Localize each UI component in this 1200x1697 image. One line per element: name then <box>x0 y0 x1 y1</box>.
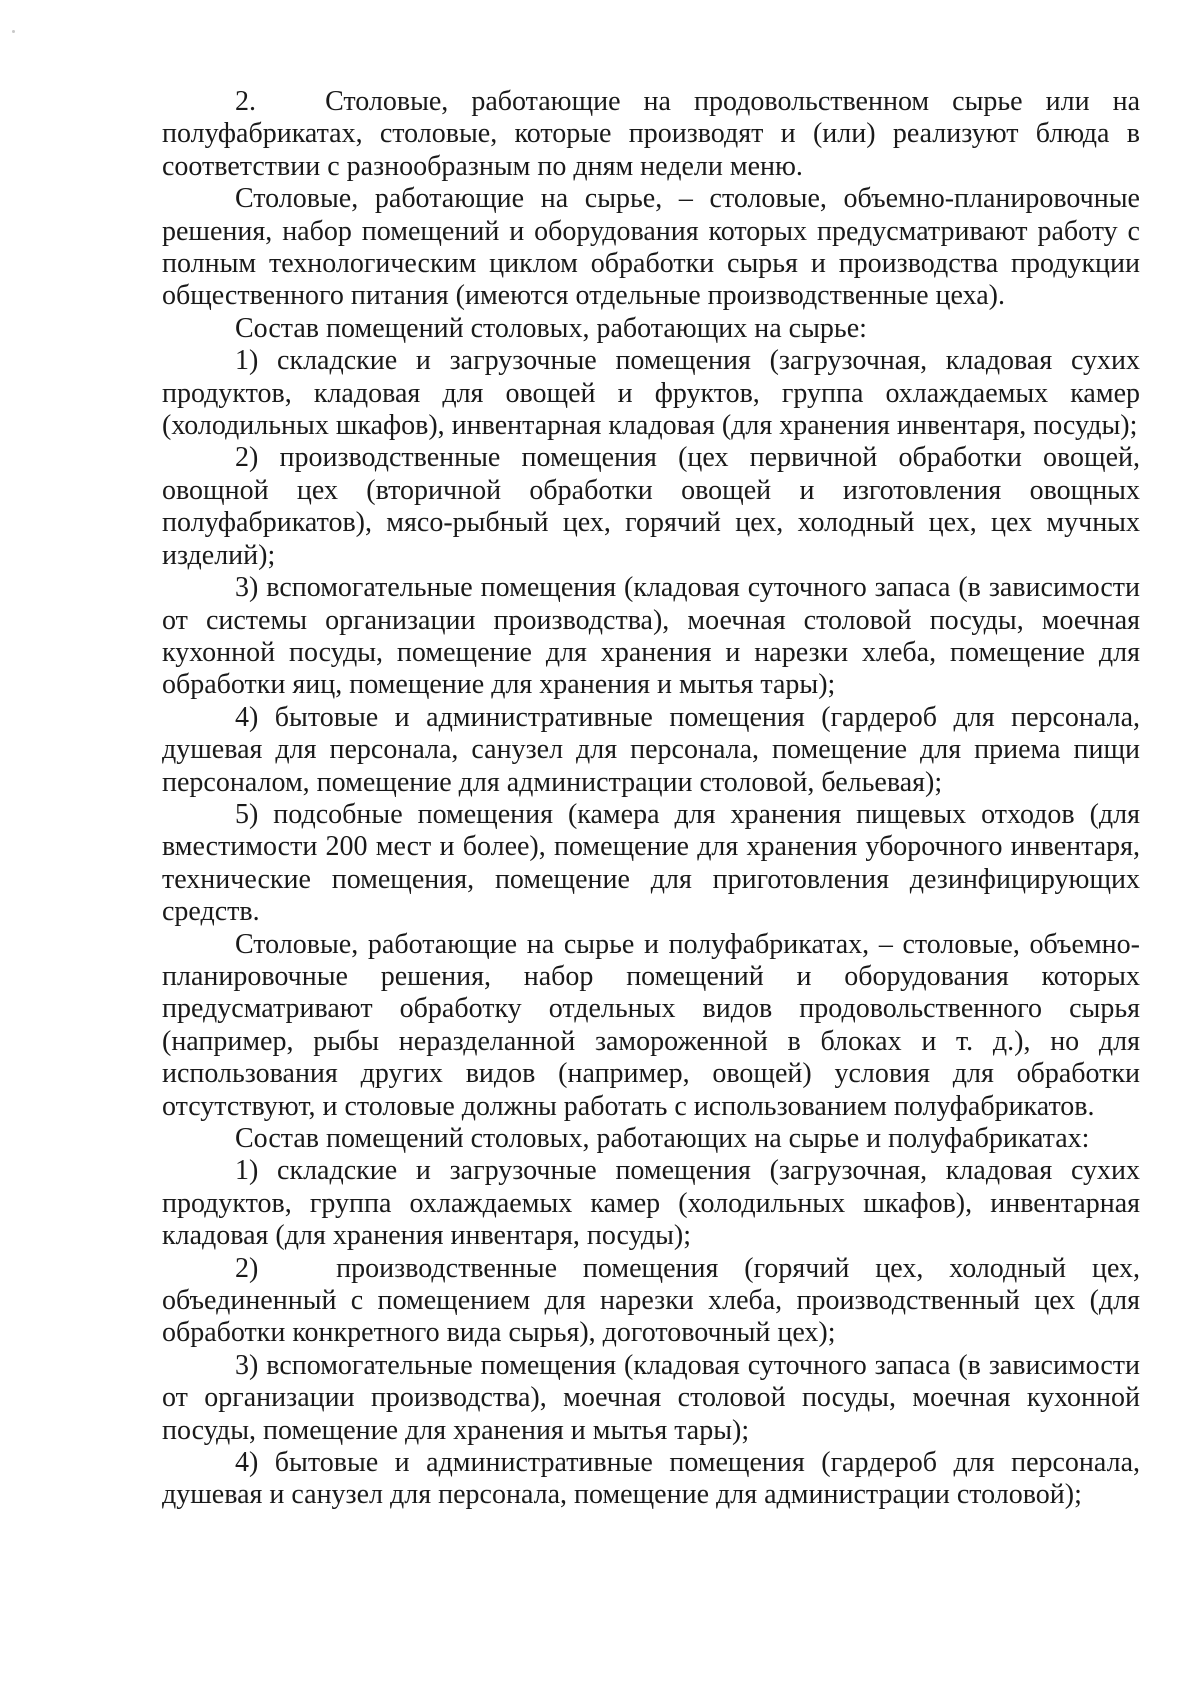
list-item-mixed-staff-admin-rooms: 4) бытовые и административные помещения (гардероб для персонала, душевая и санузел для персонала, помещение для администрации столовой); <box>162 1447 1140 1511</box>
list-item-mixed-auxiliary-rooms: 3) вспомогательные помещения (кладовая суточного запаса (в зависимости от организации производства), моечная столовой посуды, моечная кухонной посуды, помещение для хранения и мытья тары); <box>162 1349 1140 1446</box>
paragraph-raw-canteens-definition: Столовые, работающие на сырье, – столовые, объемно-планировочные решения, набор помещений и оборудования которых предусматривают работу с полным технологическим циклом обработки сырья и производства продукции общественного питания (имеются отдельные производственные цеха). <box>162 183 1140 312</box>
list-item-storage-rooms: 1) складские и загрузочные помещения (загрузочная, кладовая сухих продуктов, кладовая для овощей и фруктов, группа охлаждаемых камер (холодильных шкафов), инвентарная кладовая (для хранения инвентаря, посуды); <box>162 345 1140 442</box>
list-item-staff-admin-rooms: 4) бытовые и административные помещения (гардероб для персонала, душевая для персонала, санузел для персонала, помещение для приема пищи персоналом, помещение для администрации столовой, бельевая); <box>162 701 1140 798</box>
list-item-auxiliary-rooms: 3) вспомогательные помещения (кладовая суточного запаса (в зависимости от системы организации производства), моечная столовой посуды, моечная кухонной посуды, помещение для хранения и нарезки хлеба, помещение для обработки яиц, помещение для хранения и мытья тары); <box>162 572 1140 701</box>
paragraph-canteens-types: 2. Столовые, работающие на продовольственном сырье или на полуфабрикатах, столовые, которые производят и (или) реализуют блюда в соответствии с разнообразным по дням недели меню. <box>162 86 1140 182</box>
list-item-utility-rooms: 5) подсобные помещения (камера для хранения пищевых отходов (для вместимости 200 мест и более), помещение для хранения уборочного инвентаря, технические помещения, помещение для приготовления дезинфицирующих средств. <box>162 798 1140 928</box>
paragraph-raw-canteens-rooms-heading: Состав помещений столовых, работающих на сырье: <box>235 312 867 344</box>
paragraph-mixed-canteens-definition: Столовые, работающие на сырье и полуфабрикатах, – столовые, объемно-планировочные решения, набор помещений и оборудования которых предусматривают обработку отдельных видов продовольственного сырья (например, рыбы неразделанной замороженной в блоках и т. д.), но для использования других видов (например, овощей) условия для обработки отсутствуют, и столовые должны работать с использованием полуфабрикатов. <box>162 928 1140 1122</box>
document-page <box>162 86 1140 1512</box>
scan-speck <box>12 30 15 33</box>
list-item-mixed-production-rooms: 2) производственные помещения (горячий цех, холодный цех, объединенный с помещением для нарезки хлеба, производственный цех (для обработки конкретного вида сырья), доготовочный цех); <box>162 1252 1140 1349</box>
paragraph-mixed-canteens-rooms-heading: Состав помещений столовых, работающих на сырье и полуфабрикатах: <box>235 1123 1090 1154</box>
list-item-mixed-storage-rooms: 1) складские и загрузочные помещения (загрузочная, кладовая сухих продуктов, группа охлаждаемых камер (холодильных шкафов), инвентарная кладовая (для хранения инвентаря, посуды); <box>162 1155 1140 1252</box>
list-item-production-rooms: 2) производственные помещения (цех первичной обработки овощей, овощной цех (вторичной обработки овощей и изготовления овощных полуфабрикатов), мясо-рыбный цех, горячий цех, холодный цех, цех мучных изделий); <box>162 442 1140 571</box>
